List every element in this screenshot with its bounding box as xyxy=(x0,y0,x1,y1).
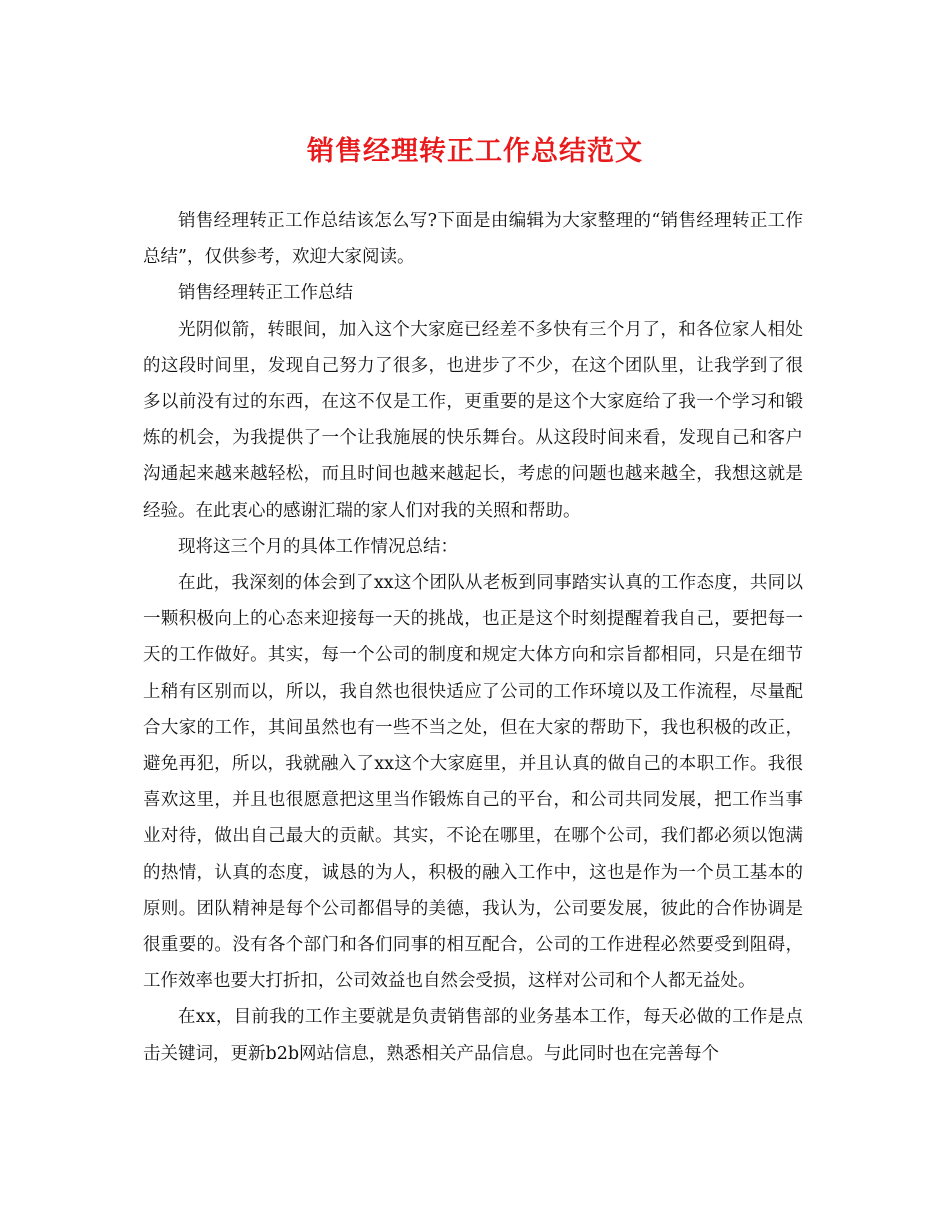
paragraph-opening: 光阴似箭，转眼间，加入这个大家庭已经差不多快有三个月了，和各位家人相处的这段时间里，发现自己努力了很多，也进步了不少，在这个团队里，让我学到了很多以前没有过的东西，在这不仅是工作，更重要的是这个大家庭给了我一个学习和锻炼的机会，为我提供了一个让我施展的快乐舞台。从这段时间来看，发现自己和客户沟通起来越来越轻松，而且时间也越来越起长，考虑的问题也越来越全，我想这就是经验。在此衷心的感谢汇瑞的家人们对我的关照和帮助。 xyxy=(143,319,803,521)
paragraph-current-work: 在xx，目前我的工作主要就是负责销售部的业务基本工作，每天必做的工作是点击关键词，更新b2b网站信息，熟悉相关产品信息。与此同时也在完善每个 xyxy=(143,1007,803,1064)
document-body xyxy=(143,203,803,1072)
document-title: 销售经理转正工作总结范文 xyxy=(307,136,643,167)
paragraph-intro: 销售经理转正工作总结该怎么写?下面是由编辑为大家整理的“销售经理转正工作总结”，仅供参考，欢迎大家阅读。 xyxy=(143,211,803,268)
paragraph-summary-intro: 现将这三个月的具体工作情况总结： xyxy=(178,536,458,557)
paragraph-subheading: 销售经理转正工作总结 xyxy=(178,283,353,304)
paragraph-team-experience: 在此，我深刻的体会到了xx这个团队从老板到同事踏实认真的工作态度，共同以一颗积极向上的心态来迎接每一天的挑战，也正是这个时刻提醒着我自己，要把每一天的工作做好。其实，每一个公司的制度和规定大体方向和宗旨都相同，只是在细节上稍有区别而以，所以，我自然也很快适应了公司的工作环境以及工作流程，尽量配合大家的工作，其间虽然也有一些不当之处，但在大家的帮助下，我也积极的改正，避免再犯，所以，我就融入了xx这个大家庭里，并且认真的做自己的本职工作。我很喜欢这里，并且也很愿意把这里当作锻炼自己的平台，和公司共同发展，把工作当事业对待，做出自己最大的贡献。其实，不论在哪里，在哪个公司，我们都必须以饱满的热情，认真的态度，诚恳的为人，积极的融入工作中，这也是作为一个员工基本的原则。团队精神是每个公司都倡导的美德，我认为，公司要发展，彼此的合作协调是很重要的。没有各个部门和各们同事的相互配合，公司的工作进程必然要受到阻碍，工作效率也要大打折扣，公司效益也自然会受损，这样对公司和个人都无益处。 xyxy=(143,573,803,992)
